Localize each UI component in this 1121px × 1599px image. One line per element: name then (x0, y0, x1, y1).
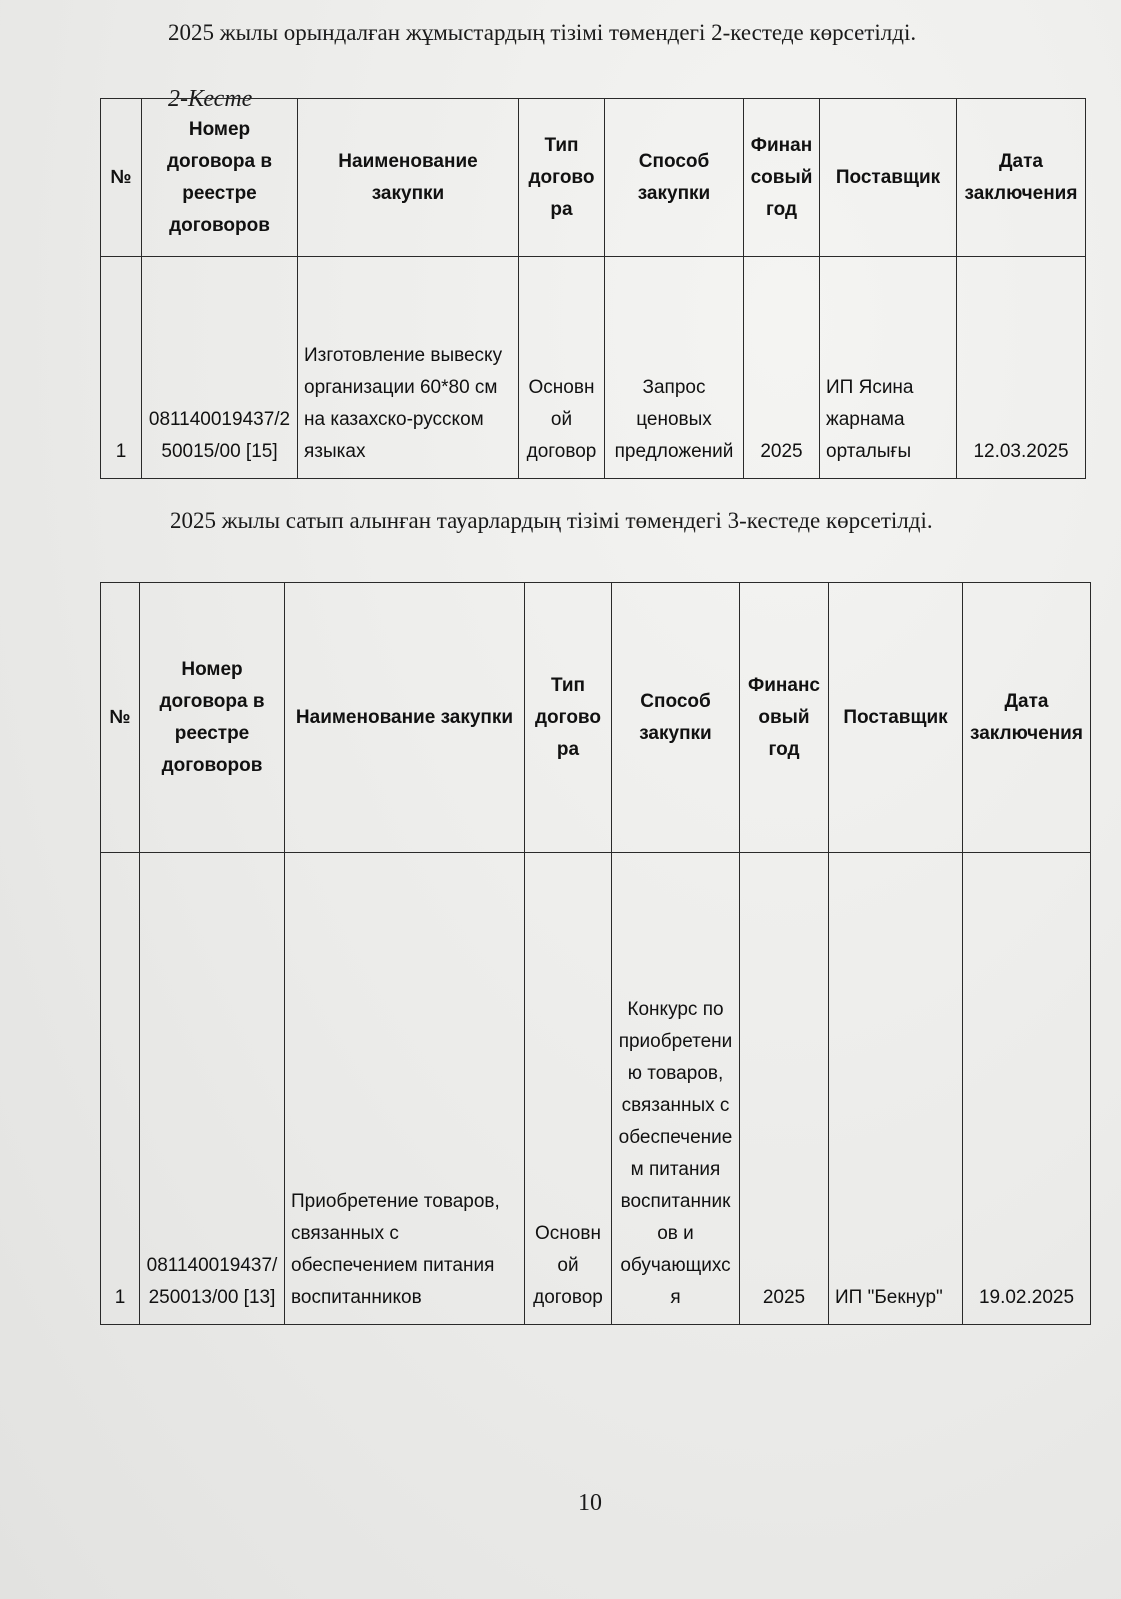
table-header-row (101, 99, 1086, 257)
header-contract-number: Номер договора в реестре договоров (140, 583, 285, 853)
header-conclusion-date: Дата заключения (957, 99, 1086, 257)
header-purchase-method: Способ закупки (612, 583, 740, 853)
header-purchase-method: Способ закупки (605, 99, 744, 257)
header-supplier: Поставщик (829, 583, 963, 853)
header-conclusion-date: Дата заключения (963, 583, 1091, 853)
cell-conclusion-date: 19.02.2025 (963, 853, 1091, 1325)
table-row (101, 853, 1091, 1325)
header-num: № (101, 583, 140, 853)
cell-num: 1 (101, 853, 140, 1325)
cell-purchase-name: Приобретение товаров, связанных с обеспечением питания воспитанников (285, 853, 525, 1325)
cell-financial-year: 2025 (740, 853, 829, 1325)
header-contract-type: Тип договора (525, 583, 612, 853)
table2-intro-text: 2025 жылы орындалған жұмыстардың тізімі төмендегі 2-кестеде көрсетілді. (168, 20, 917, 45)
cell-contract-number: 081140019437/250013/00 [13] (140, 853, 285, 1325)
cell-supplier: ИП "Бекнур" (829, 853, 963, 1325)
cell-purchase-method: Конкурс по приобретению товаров, связанных с обеспечением питания воспитанников и обучающихся (612, 853, 740, 1325)
page-number: 10 (578, 1490, 602, 1516)
goods-table (100, 582, 1091, 1325)
cell-contract-type: Основной договор (519, 257, 605, 479)
header-financial-year: Финансовый год (744, 99, 820, 257)
cell-num: 1 (101, 257, 142, 479)
table2-caption: 2-Кесте (168, 86, 253, 112)
table-row (101, 257, 1086, 479)
cell-purchase-name: Изготовление вывеску организации 60*80 см на казахско-русском языках (298, 257, 519, 479)
header-supplier: Поставщик (820, 99, 957, 257)
cell-contract-number: 081140019437/250015/00 [15] (142, 257, 298, 479)
table-header-row (101, 583, 1091, 853)
header-contract-type: Тип договора (519, 99, 605, 257)
table3-intro-text: 2025 жылы сатып алынған тауарлардың тізімі төмендегі 3-кестеде көрсетілді. (170, 508, 933, 533)
cell-financial-year: 2025 (744, 257, 820, 479)
works-table (100, 98, 1086, 479)
header-num: № (101, 99, 142, 257)
header-purchase-name: Наименование закупки (285, 583, 525, 853)
header-purchase-name: Наименование закупки (298, 99, 519, 257)
cell-purchase-method: Запрос ценовых предложений (605, 257, 744, 479)
cell-conclusion-date: 12.03.2025 (957, 257, 1086, 479)
cell-supplier: ИП Ясина жарнама орталығы (820, 257, 957, 479)
cell-contract-type: Основной договор (525, 853, 612, 1325)
header-contract-number: Номер договора в реестре договоров (142, 99, 298, 257)
header-financial-year: Финансовый год (740, 583, 829, 853)
